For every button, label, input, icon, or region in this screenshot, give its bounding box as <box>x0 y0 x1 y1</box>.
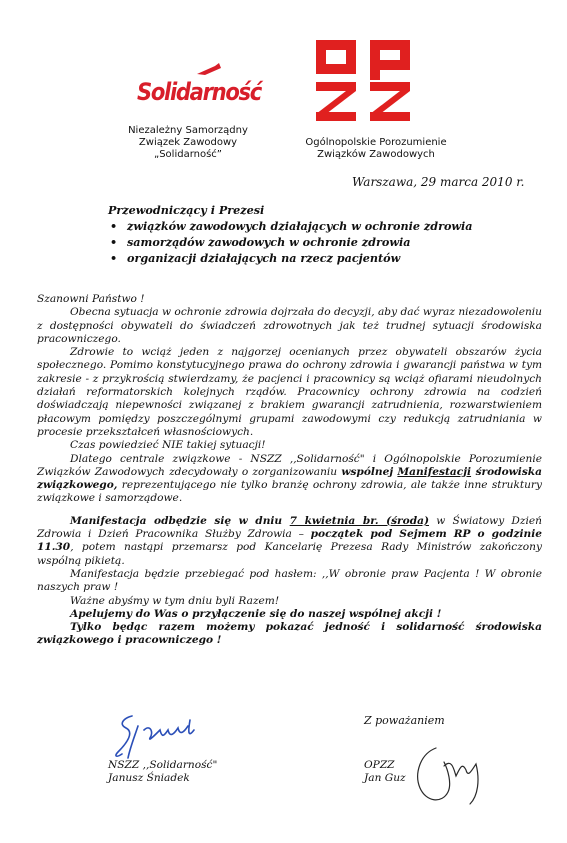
opzz-logo-text: OPZZ <box>312 36 315 37</box>
org-right-line: Związków Zawodowych <box>317 149 435 160</box>
signatory-name: Jan Guz <box>364 772 406 784</box>
paragraph-say-no: Czas powiedzieć NIE takiej sytuacji! <box>70 439 266 452</box>
paragraph-together: Ważne abyśmy w tym dniu byli Razem! <box>70 594 280 607</box>
org-left-line: „Solidarność” <box>154 149 222 160</box>
signatory-name: Janusz Śniadek <box>108 772 190 784</box>
addressee-item: • związków zawodowych działających w ochronie zdrowia <box>108 218 528 234</box>
addressees <box>108 202 528 266</box>
text-span: wspólnej <box>341 465 394 478</box>
spacer <box>37 506 542 515</box>
opzz-logo <box>312 36 420 122</box>
paragraph-slogan: Manifestacja będzie przebiegać pod hasłem: ,,W obronie praw Pacjenta ! W obronie naszych praw ! <box>37 567 542 594</box>
text-span: początek pod Sejmem RP o godzinie 11.30 <box>37 528 542 554</box>
text-span: w Światowy Dzień Zdrowia i Dzień Pracownika Służby Zdrowia – <box>37 514 542 541</box>
paragraph-manifestation-date <box>37 515 542 568</box>
org-name-solidarnosc <box>108 125 268 161</box>
org-left-line: Związek Zawodowy <box>138 137 238 148</box>
text-span: reprezentującego nie tylko branżę ochrony zdrowia, ale także inne struktury związkowe i samorządowe. <box>37 479 542 505</box>
signature-sniadek <box>104 708 214 762</box>
org-right-line: Ogólnopolskie Porozumienie <box>305 137 447 148</box>
addressee-item: • samorządów zawodowych w ochronie zdrowia <box>108 234 528 250</box>
solidarnosc-logo <box>135 60 265 110</box>
addressee-item: • organizacji działających na rzecz pacjentów <box>108 250 528 266</box>
addressees-title: Przewodniczący i Prezesi <box>108 203 265 217</box>
org-left-line: Niezależny Samorządny <box>128 125 248 136</box>
paragraph-unity: Tylko będąc razem możemy pokazać jedność i solidarność środowiska związkowego i pracowniczego ! <box>37 621 542 647</box>
closing-regards: Z poważaniem <box>364 714 445 727</box>
signatory-org: NSZZ ,,Solidarność" <box>108 759 218 771</box>
paragraph-health: Zdrowie to wciąż jeden z najgorzej ocenianych przez obywateli obszarów życia społecznego. Pomimo konstytucyjnego prawa do ochrony zdrowia i gwarancji państwa w tym zakresie - z przykrością stwierdzamy, że pacjenci i pracownicy są wciąż ofiarami nieudolnych działań reformatorskich kolejnych rządów. Pracownicy ochrony zdrowia na codzień doświadczają niepewności związanej z brakiem gwarancji zatrudnienia, rozwarstwieniem płacowym pomiędzy poszczególnymi grupami zawodowymi czy redukcją zatrudniania w procesie przekształceń własnościowych. <box>37 346 542 438</box>
salutation: Szanowni Państwo ! <box>37 293 145 305</box>
signatory-left <box>108 759 217 785</box>
text-span: Manifestacja odbędzie się w dniu <box>70 514 290 527</box>
signature-guz <box>400 740 490 810</box>
text-span: Manifestacji <box>397 465 472 478</box>
text-span: Dlatego centrale związkowe - NSZZ ,,Solidarność" i Ogólnopolskie Porozumienie Związków Zawodowych zdecydowały o zorganizowaniu <box>37 452 542 478</box>
org-name-opzz <box>292 137 460 161</box>
text-span: , potem nastąpi przemarsz pod Kancelarię Prezesa Rady Ministrów zakończony wspólną pikietą. <box>37 541 542 567</box>
solidarnosc-logo-text: Solidarność <box>137 78 264 106</box>
paragraph-situation: Obecna sytuacja w ochronie zdrowia dojrzała do decyzji, aby dać wyraz niezadowoleniu z dostępności obywateli do świadczeń zdrowotnych jak też trudnej sytuacji środowiska pracowniczego. <box>37 306 542 345</box>
paragraph-appeal: Apelujemy do Was o przyłączenie się do naszej wspólnej akcji ! <box>70 607 442 620</box>
text-span: 7 kwietnia br. (środa) <box>289 514 429 527</box>
letter-body <box>37 293 542 648</box>
addressees-list <box>108 218 528 266</box>
paragraph-organizers <box>37 453 542 506</box>
signatory-right <box>364 759 406 785</box>
letter-date: Warszawa, 29 marca 2010 r. <box>352 175 525 189</box>
signatory-org: OPZZ <box>364 759 395 771</box>
text-span: środowiska związkowego, <box>37 465 542 492</box>
